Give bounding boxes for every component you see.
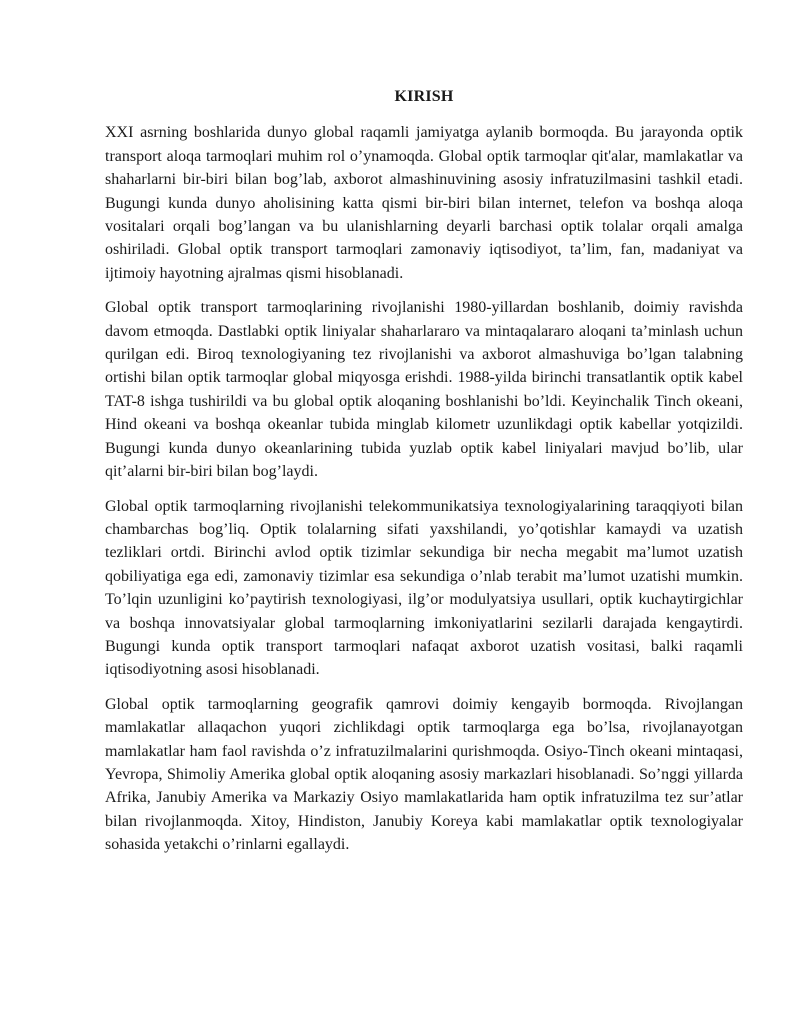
paragraph-4: Global optik tarmoqlarning geografik qamrovi doimiy kengayib bormoqda. Rivojlangan mamlakatlar allaqachon yuqori zichlikdagi optik tarmoqlarga ega bo’lsa, rivojlanayotgan mamlakatlar ham faol ravishda o’z infratuzilmalarini qurishmoqda. Osiyo-Tinch okeani mintaqasi, Yevropa, Shimoliy Amerika global optik aloqaning asosiy markazlari hisoblanadi. So’nggi yillarda Afrika, Janubiy Amerika va Markaziy Osiyo mamlakatlarida ham optik infratuzilma tez sur’atlar bilan rivojlanmoqda. Xitoy, Hindiston, Janubiy Koreya kabi mamlakatlar optik texnologiyalar sohasida yetakchi o’rinlarni egallaydi. [105,695,743,854]
paragraph-3: Global optik tarmoqlarning rivojlanishi telekommunikatsiya texnologiyalarining taraqqiyoti bilan chambarchas bog’liq. Optik tolalarning sifati yaxshilandi, yo’qotishlar kamaydi va uzatish tezliklari ortdi. Birinchi avlod optik tizimlar sekundiga bir necha megabit ma’lumot uzatish qobiliyatiga ega edi, zamonaviy tizimlar esa sekundiga o’nlab terabit ma’lumot uzatishi mumkin. To’lqin uzunligini ko’paytirish texnologiyasi, ilg’or modulyatsiya usullari, optik kuchaytirgichlar va boshqa innovatsiyalar global tarmoqlarning imkoniyatlarini sezilarli darajada kengaytirdi. Bugungi kunda optik transport tarmoqlari nafaqat axborot uzatish vositasi, balki raqamli iqtisodiyotning asosi hisoblanadi. [105,497,743,679]
paragraph-2: Global optik transport tarmoqlarining rivojlanishi 1980-yillardan boshlanib, doimiy ravishda davom etmoqda. Dastlabki optik liniyalar shaharlararo va mintaqalararo aloqani ta’minlash uchun qurilgan edi. Biroq texnologiyaning tez rivojlanishi va axborot almashuviga bo’lgan talabning ortishi bilan optik tarmoqlar global miqyosga erishdi. 1988-yilda birinchi transatlantik optik kabel TAT-8 ishga tushirildi va bu global optik aloqaning boshlanishi bo’ldi. Keyinchalik Tinch okeani, Hind okeani va boshqa okeanlar tubida minglab kilometr uzunlikdagi optik kabellar yotqizildi. Bugungi kunda dunyo okeanlarining tubida yuzlab optik kabel liniyalari mavjud bo’lib, ular qit’alarni bir-biri bilan bog’laydi. [105,299,743,481]
paragraph-1: XXI asrning boshlarida dunyo global raqamli jamiyatga aylanib bormoqda. Bu jarayonda optik transport aloqa tarmoqlari muhim rol o’ynamoqda. Global optik tarmoqlar qit'alar, mamlakatlar va shaharlarni bir-biri bilan bog’lab, axborot almashinuvining asosiy infratuzilmasini tashkil etadi. Bugungi kunda dunyo aholisining katta qismi bir-biri bilan internet, telefon va boshqa aloqa vositalari orqali bog’langan va bu ulanishlarning deyarli barchasi optik tolalar orqali amalga oshiriladi. Global optik transport tarmoqlari zamonaviy iqtisodiyot, ta’lim, fan, madaniyat va ijtimoiy hayotning ajralmas qismi hisoblanadi. [105,124,743,282]
document-body [105,85,743,868]
section-title: KIRISH [394,88,454,105]
